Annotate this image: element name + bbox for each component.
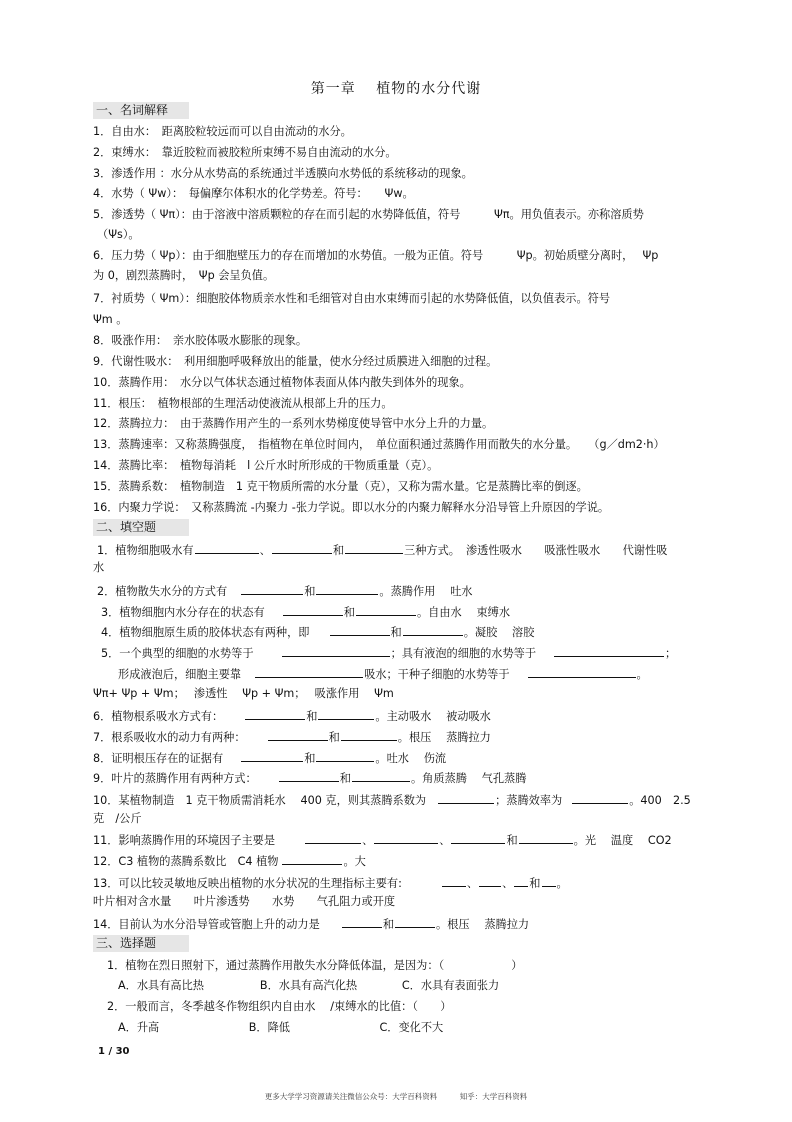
section-header-fill-blanks: 二、填空题 [93,519,189,536]
fill-question: 2．植物散失水分的方式有 和 。蒸腾作用 吐水 [97,585,473,598]
definition-item: 7．衬质势（ Ψm）：细胞胶体物质亲水性和毛细管对自由水束缚而引起的水势降低值，以负值表示。符号 [93,292,611,305]
fill-question: 9．叶片的蒸腾作用有两种方式： 和 。角质蒸腾 气孔蒸腾 [93,772,527,785]
fill-question: 6．植物根系吸水方式有： 和 。主动吸水 被动吸水 [93,710,491,723]
definition-item: Ψm 。 [93,313,128,326]
fill-question: 1．植物细胞吸水有 、 和 三种方式。 渗透性吸水 吸涨性吸水 代谢性吸 [97,544,668,557]
fill-answer: 水 [93,561,105,574]
page-number: 1 / 30 [98,1046,130,1057]
definition-item: 6．压力势（ Ψp）：由于细胞壁压力的存在而增加的水势值。一般为正值。符号 Ψp。初始质壁分离时， Ψp [93,249,659,262]
section-header-multiple-choice: 三、选择题 [93,935,189,952]
definition-item: 12．蒸腾拉力： 由于蒸腾作用产生的一系列水势梯度使导管中水分上升的力量。 [93,417,494,430]
fill-question: 12．C3 植物的蒸腾系数比 C4 植物 。大 [93,855,366,868]
choice-options: A．水具有高比热 B．水具有高汽化热 C．水具有表面张力 [118,979,500,992]
fill-question: 10．某植物制造 1 克干物质需消耗水 400 克，则其蒸腾系数为 ；蒸腾效率为 。400 2.5 [93,794,691,807]
definition-item: 13．蒸腾速率：又称蒸腾强度， 指植物在单位时间内， 单位面积通过蒸腾作用而散失的水分量。 （g／dm2·h） [93,438,665,451]
fill-question: 形成液泡后，细胞主要靠 吸水；干种子细胞的水势等于 。 [118,668,648,681]
fill-question: 13．可以比较灵敏地反映出植物的水分状况的生理指标主要有: 、 、 和 。 [93,877,568,890]
definition-item: （Ψs）。 [97,228,140,241]
fill-question: 11．影响蒸腾作用的环境因子主要是 、 、 和 。光 温度 CO2 [93,834,672,847]
choice-question: 1．植物在烈日照射下，通过蒸腾作用散失水分降低体温，是因为：（ ） [107,959,523,972]
fill-answer: Ψπ+ Ψp + Ψm； 渗透性 Ψp + Ψm； 吸涨作用 Ψm [93,687,394,700]
definition-item: 为 0，剧烈蒸腾时， Ψp 会呈负值。 [93,269,275,282]
definition-item: 4．水势（ Ψw）： 每偏摩尔体积水的化学势差。符号： Ψw。 [93,187,414,200]
definition-item: 9．代谢性吸水： 利用细胞呼吸释放出的能量，使水分经过质膜进入细胞的过程。 [93,355,498,368]
definition-item: 1．自由水： 距离胶粒较远而可以自由流动的水分。 [93,125,352,138]
definition-item: 15．蒸腾系数： 植物制造 1 克干物质所需的水分量（克），又称为需水量。它是蒸腾比率的倒逐。 [93,480,588,493]
definition-item: 11．根压： 植物根部的生理活动使液流从根部上升的压力。 [93,397,393,410]
footer-note: 更多大学学习资源请关注微信公众号：大学百科资料 知乎：大学百科资料 [264,1092,528,1101]
definition-item: 2．束缚水： 靠近胶粒而被胶粒所束缚不易自由流动的水分。 [93,146,397,159]
fill-answer: 叶片相对含水量 叶片渗透势 水势 气孔阻力或开度 [93,895,396,908]
definition-item: 3．渗透作用 ：水分从水势高的系统通过半透膜向水势低的系统移动的现象。 [93,167,473,180]
definition-item: 14．蒸腾比率： 植物每消耗 l 公斤水时所形成的干物质重量（克）。 [93,459,439,472]
page-title: 第一章 植物的水分代谢 [310,81,482,97]
fill-answer: 克 /公斤 [93,812,142,825]
fill-question: 8．证明根压存在的证据有 和 。吐水 伤流 [93,752,447,765]
definition-item: 16．内聚力学说： 又称蒸腾流 -内聚力 -张力学说。即以水分的内聚力解释水分沿导管上升原因的学说。 [93,501,610,514]
fill-question: 14．目前认为水分沿导管或管胞上升的动力是 和 。根压 蒸腾拉力 [93,918,530,931]
definition-item: 10．蒸腾作用： 水分以气体状态通过植物体表面从体内散失到体外的现象。 [93,376,471,389]
fill-question: 7．根系吸收水的动力有两种： 和 。根压 蒸腾拉力 [93,731,491,744]
section-header-definitions: 一、名词解释 [93,102,189,119]
fill-question: 3．植物细胞内水分存在的状态有 和 。自由水 束缚水 [101,606,511,619]
fill-question: 5．一个典型的细胞的水势等于 ；具有液泡的细胞的水势等于 ； [101,647,677,660]
fill-question: 4．植物细胞原生质的胶体状态有两种，即 和 。凝胶 溶胶 [101,626,535,639]
definition-item: 8．吸涨作用： 亲水胶体吸水膨胀的现象。 [93,334,308,347]
choice-options: A．升高 B．降低 C．变化不大 [118,1021,444,1034]
definition-item: 5．渗透势（ Ψπ）：由于溶液中溶质颗粒的存在而引起的水势降低值，符号 Ψπ。用负值表示。亦称溶质势 [93,208,644,221]
choice-question: 2．一般而言，冬季越冬作物组织内自由水 /束缚水的比值：（ ） [107,1000,452,1013]
